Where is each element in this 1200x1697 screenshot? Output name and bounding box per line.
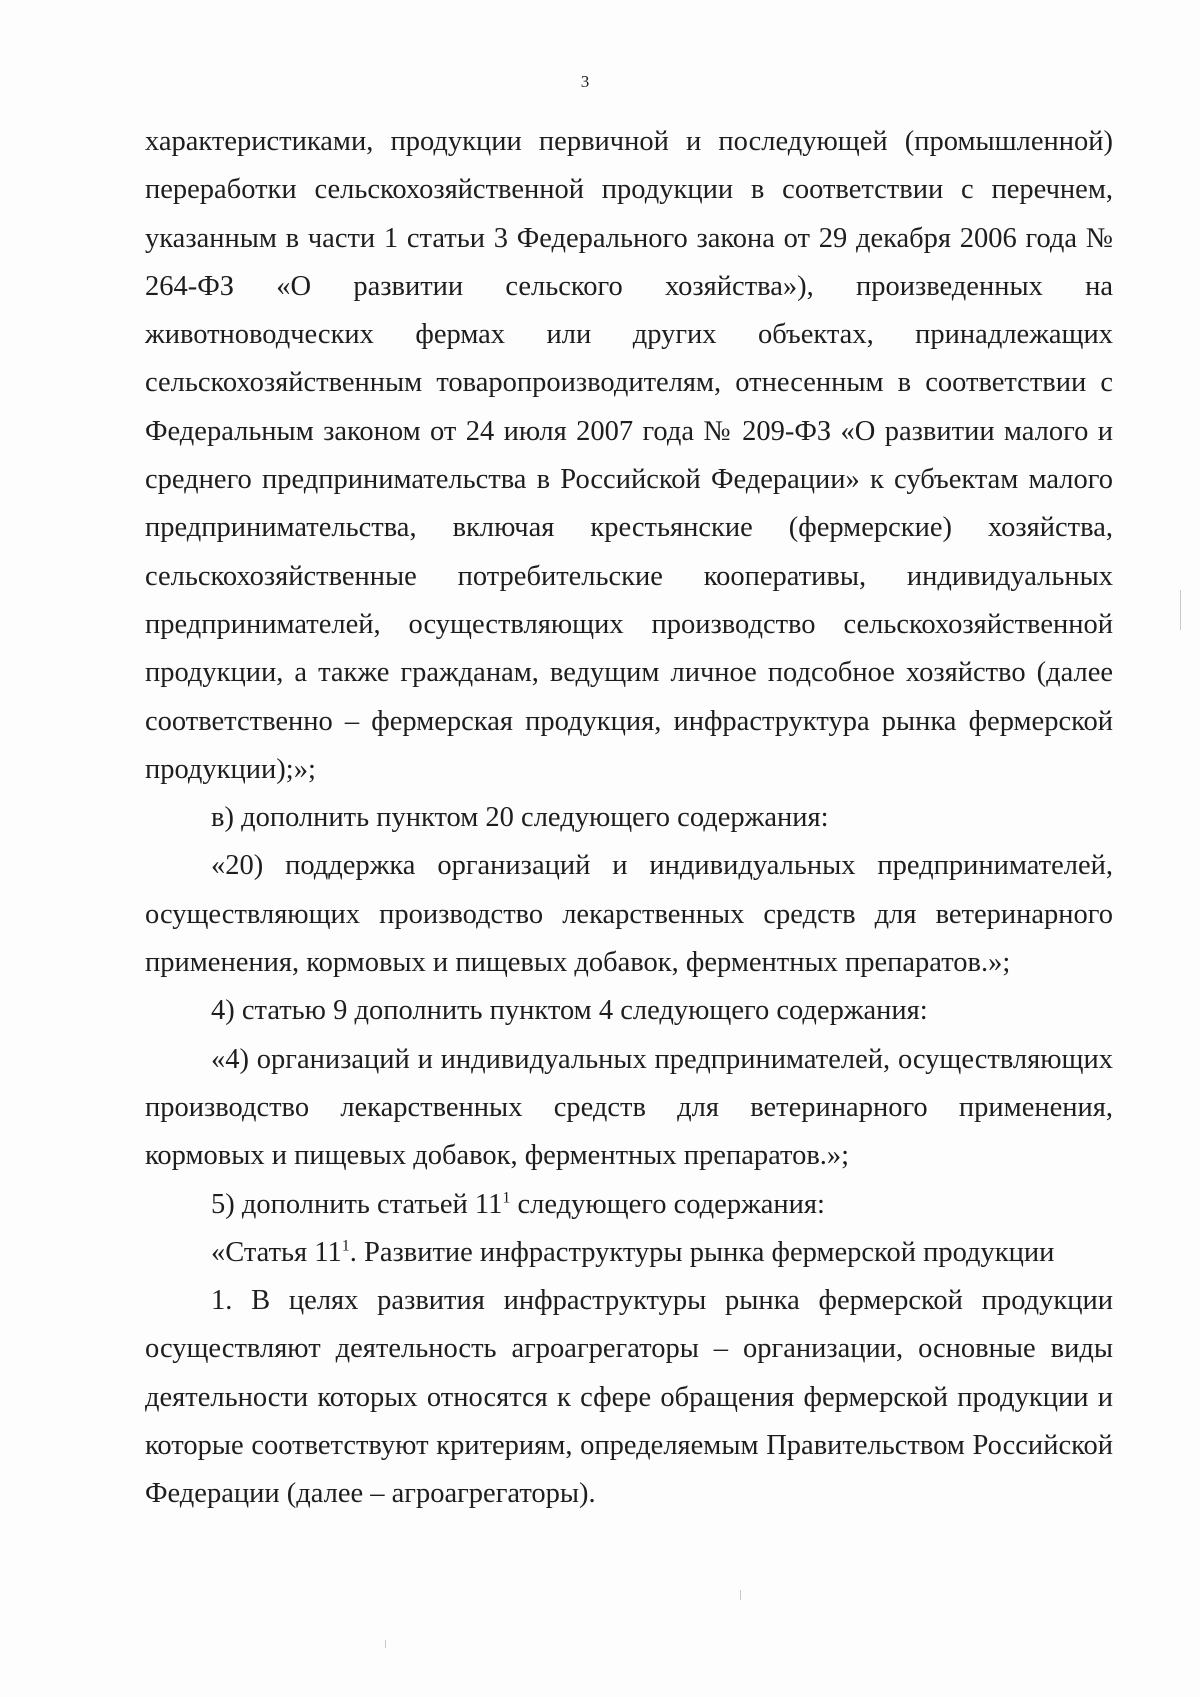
article-heading-title: . Развитие инфраструктуры рынка фермерской продукции <box>349 1236 1055 1268</box>
scan-artifact <box>385 1640 386 1648</box>
article-superscript: 1 <box>502 1189 511 1207</box>
paragraph-amendment-4: 4) статью 9 дополнить пунктом 4 следующего содержания: <box>211 995 928 1027</box>
amendment-5-text-end: следующего содержания: <box>510 1188 825 1220</box>
article-heading-superscript: 1 <box>341 1237 350 1255</box>
article-heading <box>145 1229 1113 1277</box>
paragraph-continuation: характеристиками, продукции первичной и последующей (промышленной) переработки сельскохозяйственной продукции в соответствии с перечнем, указанным в части 1 статьи 3 Федерального закона от 29 декабря 2006 года № 264-ФЗ «О развитии сельского хозяйства»), произведенных на животноводческих фермах или других объектах, принадлежащих сельскохозяйственным товаропроизводителям, отнесенным в соответствии с Федеральным законом от 24 июля 2007 года № 209-ФЗ «О развитии малого и среднего предпринимательства в Российской Федерации» к субъектам малого предпринимательства, включая крестьянские (фермерские) хозяйства, сельскохозяйственные потребительские кооперативы, индивидуальных предпринимателей, осуществляющих производство сельскохозяйственной продукции, а также гражданам, ведущим личное подсобное хозяйство (далее соответственно – фермерская продукция, инфраструктура рынка фермерской продукции);»; <box>145 126 1113 785</box>
scan-artifact <box>1180 590 1181 630</box>
document-body <box>145 118 1113 1519</box>
paragraph-amendment-v: в) дополнить пунктом 20 следующего содержания: <box>211 802 829 834</box>
amendment-5-text: 5) дополнить статьей 11 <box>211 1188 503 1220</box>
scan-artifact <box>740 1590 741 1600</box>
paragraph-amendment-5 <box>145 1181 1113 1229</box>
article-heading-text: «Статья 11 <box>211 1236 342 1268</box>
paragraph-item-20: «20) поддержка организаций и индивидуальных предпринимателей, осуществляющих производство лекарственных средств для ветеринарного применения, кормовых и пищевых добавок, ферментных препаратов.»; <box>145 850 1113 979</box>
paragraph-item-4: «4) организаций и индивидуальных предпринимателей, осуществляющих производство лекарственных средств для ветеринарного применения, кормовых и пищевых добавок, ферментных препаратов.»; <box>145 1043 1113 1172</box>
paragraph-article-part-1: 1. В целях развития инфраструктуры рынка фермерской продукции осуществляют деятельность агроагрегаторы – организации, основные виды деятельности которых относятся к сфере обращения фермерской продукции и которые соответствуют критериям, определяемым Правительством Российской Федерации (далее – агроагрегаторы). <box>145 1285 1113 1510</box>
page-number: 3 <box>580 72 590 91</box>
